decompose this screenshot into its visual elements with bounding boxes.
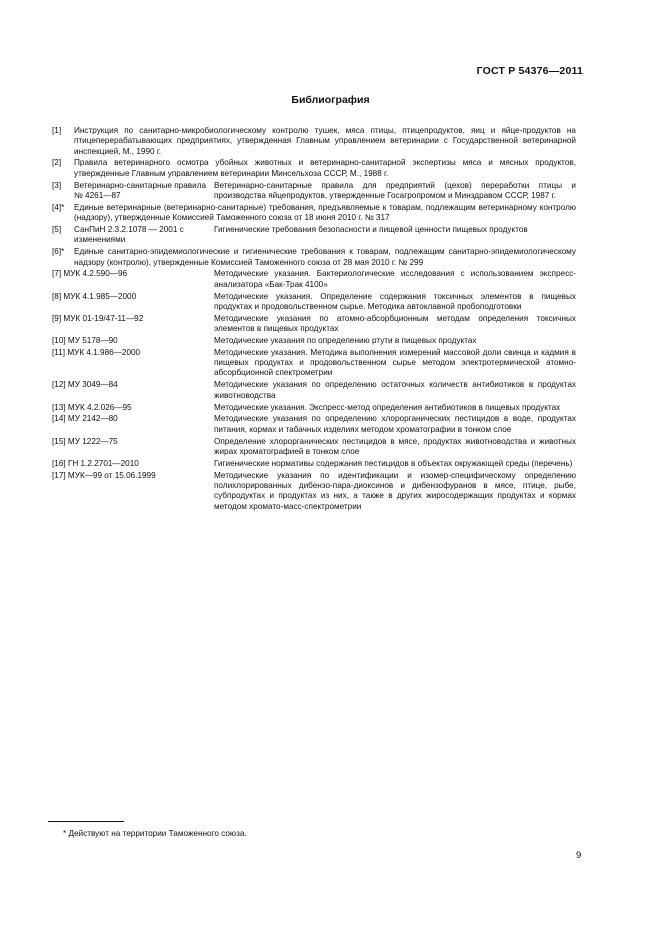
bibliography-entry (52, 203, 576, 224)
bibliography-entry (52, 459, 576, 469)
entry-text: Определение хлорорганических пестицидов в мясе, продуктах животноводства и животных жирах хроматографией в тонком слое (214, 436, 576, 456)
entry-number: [2] (52, 158, 62, 168)
entry-text: Методические указания. Методика выполнения измерений массовой доли свинца и кадмия в пищевых продуктах и продовольственном сырье методом электротермической атомно-абсорбционной спектрометрии (214, 347, 576, 378)
bibliography-entry (52, 225, 576, 246)
page-number: 9 (576, 850, 582, 861)
entry-number: [3] (52, 180, 62, 190)
entry-text: Правила ветеринарного осмотра убойных животных и ветеринарно-санитарной экспертизы мяса и мясных продуктов, утвержденные Главным управлением ветеринарии Минсельхоза СССР, М., 1988 г. (74, 158, 576, 178)
entry-number: [4]* (52, 202, 65, 212)
entry-text: Единые санитарно-эпидемиологические и гигиенические требования к товарам, подлежащим санитарно-эпидемиологическому надзору (контролю), утвержденные Комиссией Таможенного союза от 28 мая 2010 г. № 299 (74, 247, 576, 267)
entry-text: Ветеринарно-санитарные правила для предприятий (цехов) переработки птицы и производства яйцепродуктов, утвержденные Госагропромом и Минздравом СССР, 1987 г. (214, 180, 576, 200)
bibliography-entry (52, 269, 576, 290)
entry-number: [5] (52, 225, 62, 235)
entry-text: Методические указания по атомно-абсорбционным методам определения токсичных элементов в пищевых продуктах (214, 313, 576, 334)
entry-code: СанПиН 2.3.2.1078 — 2001 с изменениями (74, 225, 184, 245)
bibliography-entry (52, 292, 576, 313)
document-id: ГОСТ Р 54376—2011 (476, 65, 583, 77)
bibliography-entry (52, 437, 576, 458)
bibliography-entry (52, 336, 576, 346)
entry-text: Единые ветеринарные (ветеринарно-санитарные) требования, предъявляемые к товарам, подлежащим ветеринарному контролю (надзору), утвержденные Комиссией Таможенного союза от 18 июня 2010 г. № 317 (74, 202, 576, 223)
entry-label: [15] МУ 1222—75 (52, 436, 118, 446)
bibliography-entry (52, 403, 576, 413)
entry-number: [6]* (52, 247, 65, 257)
entry-text: Методические указания. Экспресс-метод определения антибиотиков в пищевых продуктах (214, 402, 561, 412)
bibliography-entry (52, 247, 576, 268)
entry-text: Методические указания. Определение содержания токсичных элементов в пищевых продуктах и продовольственном сырье. Методика автоклавной пробоподготовки (214, 291, 576, 311)
bibliography-entry (52, 158, 576, 179)
entry-number: [1] (52, 126, 62, 135)
bibliography-entry (52, 314, 576, 335)
entry-text: Методические указания по определению остаточных количеств антибиотиков в продуктах животноводства (214, 380, 576, 400)
entry-text: Инструкция по санитарно-микробиологическому контролю тушек, мяса птицы, птицепродуктов, яиц и яйце-продуктов на птицеперерабатывающих предприятиях, утвержденная Главным управлением ветеринарии с Государственной ветеринарной инспекцией, М., 1990 г. (74, 126, 576, 156)
bibliography-entry (52, 181, 576, 202)
bibliography-entry (52, 126, 576, 157)
bibliography-entry (52, 414, 576, 435)
entry-label: [13] МУК 4.2.026—95 (52, 402, 132, 412)
entry-code: Ветеринарно-санитарные правила № 4261—87 (74, 180, 207, 200)
bibliography-entry (52, 348, 576, 379)
entry-text: Гигиенические нормативы содержания пестицидов в объектах окружающей среды (перечень) (214, 458, 573, 468)
entry-label: [16] ГН 1.2.2701—2010 (52, 458, 139, 468)
bibliography-entry (52, 471, 576, 512)
entry-label: [17] МУК—99 от 15.06.1999 (52, 470, 156, 480)
bibliography-entry (52, 380, 576, 401)
footnote-divider (48, 821, 124, 822)
bibliography-list (52, 126, 576, 513)
entry-label: [11] МУК 4.1.986—2000 (52, 347, 141, 357)
entry-text: Методические указания по определению хлорорганических пестицидов в воде, продуктах питания, кормах и табачных изделиях методом хроматографии в тонком слое (214, 414, 576, 434)
entry-label: [12] МУ 3049—84 (52, 380, 118, 390)
entry-text: Методические указания по определению ртути в пищевых продуктах (214, 335, 477, 345)
entry-text: Методические указания. Бактериологические исследования с использованием экспресс-анализатора «Бак-Трак 4100» (214, 269, 576, 289)
page-title: Библиография (291, 94, 370, 106)
entry-label: [7] МУК 4.2.590—96 (52, 269, 128, 279)
entry-text: Гигиенические требования безопасности и пищевой ценности пищевых продуктов (214, 225, 528, 235)
entry-label: [9] МУК 01-19/47-11—92 (52, 313, 144, 323)
footnote: * Действуют на территории Таможенного союза. (63, 829, 247, 838)
entry-label: [14] МУ 2142—80 (52, 414, 118, 424)
entry-label: [10] МУ 5178—90 (52, 335, 118, 345)
entry-label: [8] МУК 4.1.985—2000 (52, 291, 137, 301)
entry-text: Методические указания по идентификации и изомер-специфическому определению полихлорированных дибензо-пара-диоксинов и дибензофуранов в мясе, птице, рыбе, субпродуктах и продуктах из них, а также в других жиросодержащих продуктах и кормах методом хромато-масс-спектрометрии (214, 470, 576, 511)
